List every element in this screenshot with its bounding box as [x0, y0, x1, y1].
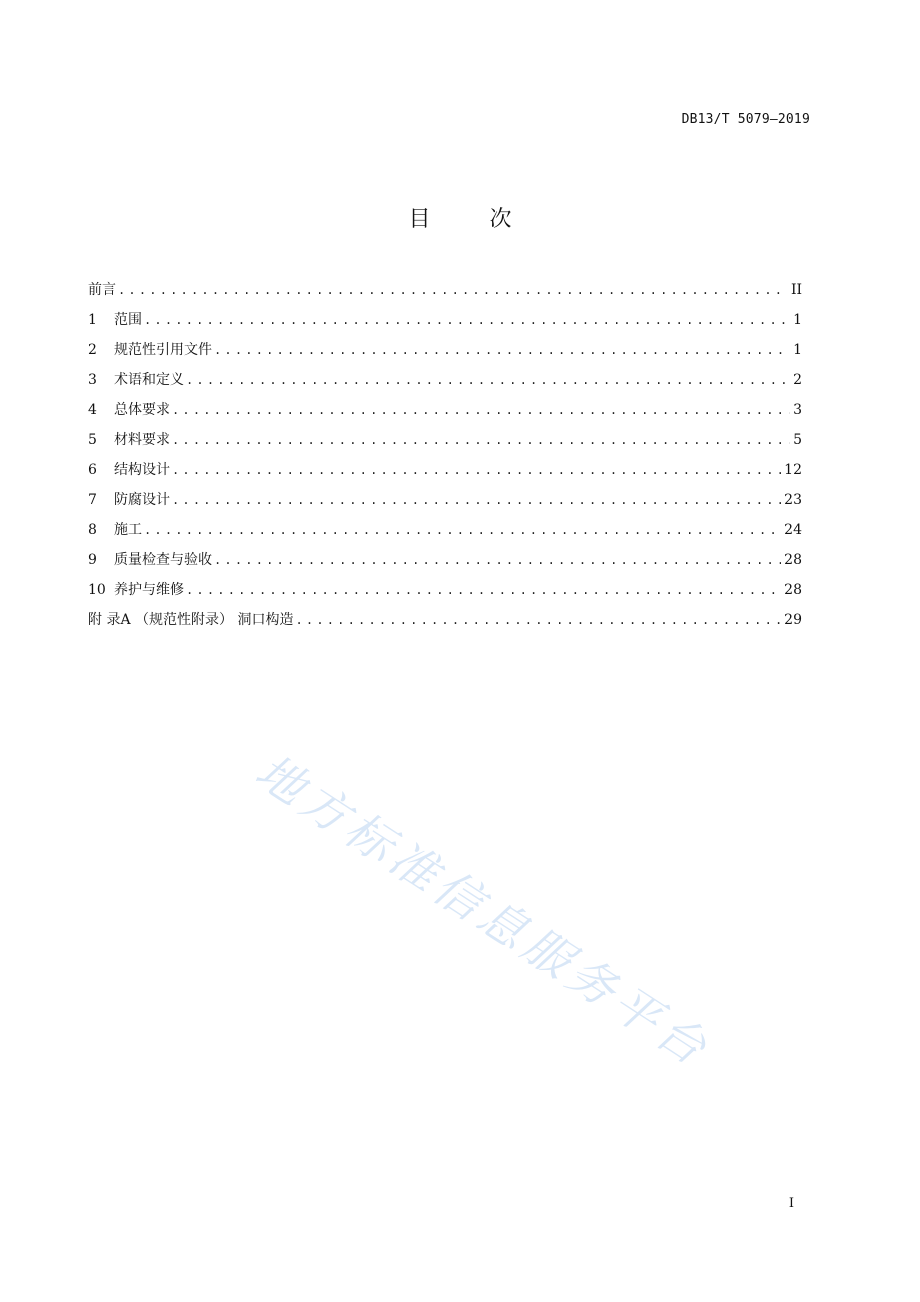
toc-leader-dots	[214, 339, 790, 361]
toc-leader-dots	[295, 609, 781, 631]
toc-entry-foreword[interactable]	[88, 279, 802, 309]
toc-page-number: 1	[793, 342, 802, 358]
toc-section-number: 5	[88, 432, 97, 448]
toc-entry-7[interactable]	[88, 489, 802, 519]
toc-entry-5[interactable]	[88, 429, 802, 459]
toc-entry-9[interactable]	[88, 549, 802, 579]
toc-section-number: 2	[88, 342, 97, 358]
toc-label: 施工	[114, 522, 142, 538]
toc-label: 材料要求	[114, 432, 170, 448]
toc-leader-dots	[172, 399, 790, 421]
toc-entry-6[interactable]	[88, 459, 802, 489]
toc-entry-2[interactable]	[88, 339, 802, 369]
toc-page-number: 24	[784, 522, 802, 538]
toc-leader-dots	[214, 549, 781, 571]
toc-section-number: 3	[88, 372, 97, 388]
toc-label: 范围	[114, 312, 142, 328]
toc-leader-dots	[186, 579, 781, 601]
toc-label: 总体要求	[114, 402, 170, 418]
toc-entry-appendix-a[interactable]	[88, 609, 802, 639]
standard-code: DB13/T 5079—2019	[681, 112, 810, 127]
toc-section-number: 6	[88, 462, 97, 478]
toc-entry-10[interactable]	[88, 579, 802, 609]
toc-page-number: 5	[793, 432, 802, 448]
page-number: I	[788, 1196, 794, 1211]
toc-leader-dots	[172, 489, 781, 511]
toc-page-number: 3	[793, 402, 802, 418]
toc-leader-dots	[172, 459, 781, 481]
toc-entry-4[interactable]	[88, 399, 802, 429]
toc-page-number: 12	[784, 462, 802, 478]
toc-section-number: 9	[88, 552, 97, 568]
toc-page-number: 23	[784, 492, 802, 508]
toc-label: 术语和定义	[114, 372, 184, 388]
toc-leader-dots	[186, 369, 790, 391]
toc-leader-dots	[172, 429, 790, 451]
toc-page-number: 28	[784, 552, 802, 568]
toc-label: 质量检查与验收	[114, 552, 212, 568]
toc-section-number: 10	[88, 582, 106, 598]
toc-label: 前言	[88, 282, 116, 298]
toc-section-number: 1	[88, 312, 97, 328]
watermark: 地方标准信息服务平台	[245, 743, 721, 1079]
toc-page-number: 2	[793, 372, 802, 388]
toc-leader-dots	[144, 519, 781, 541]
toc-page-number: 1	[793, 312, 802, 328]
toc-label: 规范性引用文件	[114, 342, 212, 358]
toc-entry-8[interactable]	[88, 519, 802, 549]
toc-section-number: 4	[88, 402, 97, 418]
toc-entry-1[interactable]	[88, 309, 802, 339]
toc-label: 附 录A （规范性附录） 洞口构造	[88, 612, 294, 628]
toc-entry-3[interactable]	[88, 369, 802, 399]
toc-label: 养护与维修	[114, 582, 184, 598]
toc-page-number: II	[790, 282, 802, 298]
toc-leader-dots	[144, 309, 790, 331]
toc-page-number: 28	[784, 582, 802, 598]
toc-page-number: 29	[784, 612, 802, 628]
toc-section-number: 7	[88, 492, 97, 508]
table-of-contents	[88, 279, 802, 639]
page-title: 目 次	[408, 207, 538, 232]
toc-label: 防腐设计	[114, 492, 170, 508]
toc-leader-dots	[118, 279, 788, 301]
toc-section-number: 8	[88, 522, 97, 538]
toc-label: 结构设计	[114, 462, 170, 478]
